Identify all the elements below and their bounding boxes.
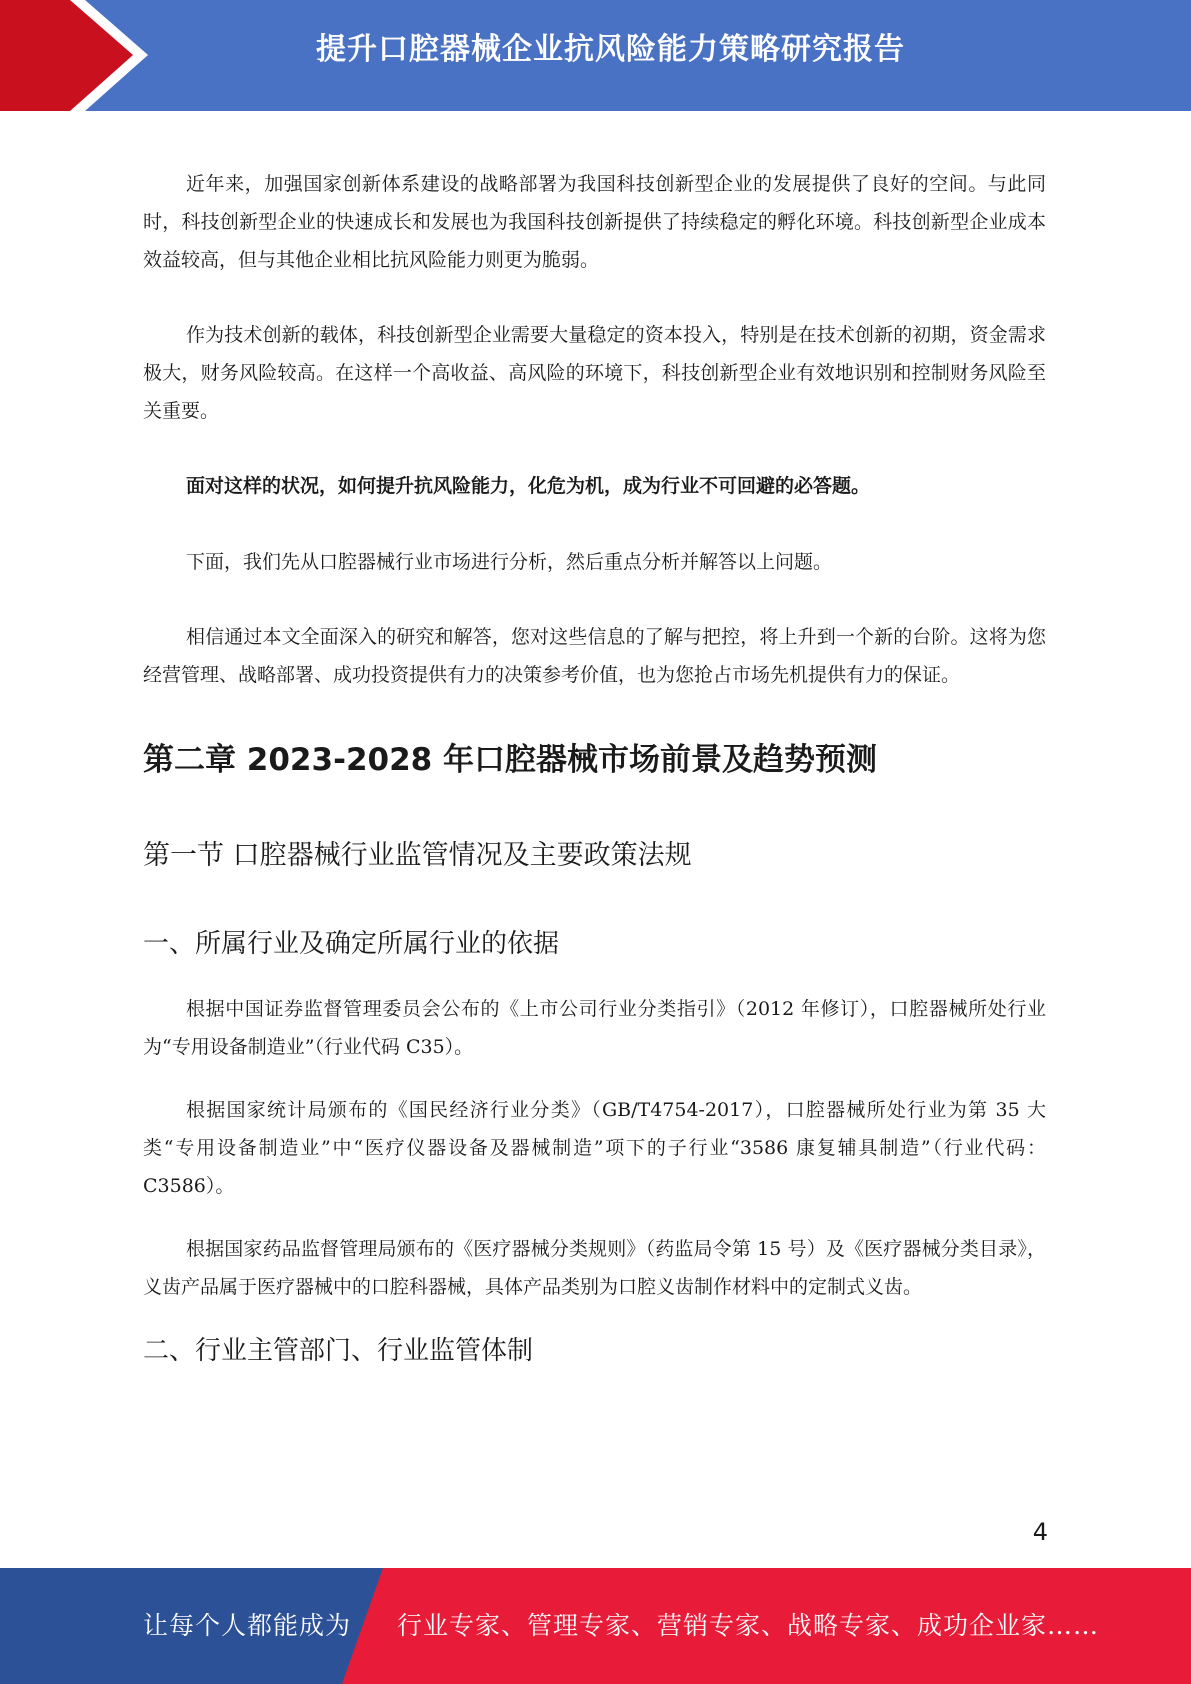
page-number: 4: [1032, 1518, 1048, 1546]
classification-paragraph-3: 根据国家药品监督管理局颁布的《医疗器械分类规则》（药监局令第 15 号）及《医疗器械分类目录》，义齿产品属于医疗器械中的口腔科器械，具体产品类别为口腔义齿制作材料中的定制式义齿。: [143, 1238, 1046, 1298]
analysis-paragraph: 下面，我们先从口腔器械行业市场进行分析，然后重点分析并解答以上问题。: [186, 551, 833, 573]
subsection-heading-2: 二、行业主管部门、行业监管体制: [143, 1336, 534, 1366]
section-heading: 第一节 口腔器械行业监管情况及主要政策法规: [143, 840, 692, 871]
footer-banner: [0, 1568, 1191, 1684]
footer-slogan-right: 行业专家、管理专家、营销专家、战略专家、成功企业家……: [397, 1611, 1100, 1640]
report-title: 提升口腔器械企业抗风险能力策略研究报告: [316, 32, 905, 67]
chapter-heading: 第二章 2023-2028 年口腔器械市场前景及趋势预测: [143, 742, 878, 778]
intro-paragraph-1: 近年来，加强国家创新体系建设的战略部署为我国科技创新型企业的发展提供了良好的空间。与此同时，科技创新型企业的快速成长和发展也为我国科技创新提供了持续稳定的孵化环境。科技创新型企业成本效益较高，但与其他企业相比抗风险能力则更为脆弱。: [143, 173, 1046, 271]
classification-paragraph-1: 根据中国证券监督管理委员会公布的《上市公司行业分类指引》（2012 年修订），口腔器械所处行业为“专用设备制造业”（行业代码 C35）。: [143, 998, 1046, 1058]
header-banner: [0, 0, 1191, 111]
value-paragraph: 相信通过本文全面深入的研究和解答，您对这些信息的了解与把控，将上升到一个新的台阶。这将为您经营管理、战略部署、成功投资提供有力的决策参考价值，也为您抢占市场先机提供有力的保证。: [143, 626, 1046, 686]
intro-paragraph-2: 作为技术创新的载体，科技创新型企业需要大量稳定的资本投入，特别是在技术创新的初期，资金需求极大，财务风险较高。在这样一个高收益、高风险的环境下，科技创新型企业有效地识别和控制财务风险至关重要。: [143, 324, 1046, 422]
subsection-heading-1: 一、所属行业及确定所属行业的依据: [143, 929, 560, 959]
bold-statement: 面对这样的状况，如何提升抗风险能力，化危为机，成为行业不可回避的必答题。: [186, 475, 871, 497]
page-body: [143, 165, 1046, 1397]
footer-slogan-left: 让每个人都能成为: [143, 1611, 352, 1640]
classification-paragraph-2: 根据国家统计局颁布的《国民经济行业分类》（GB/T4754-2017），口腔器械所处行业为第 35 大类“专用设备制造业”中“医疗仪器设备及器械制造”项下的子行业“3586 康复辅具制造”（行业代码：C3586）。: [143, 1099, 1046, 1197]
